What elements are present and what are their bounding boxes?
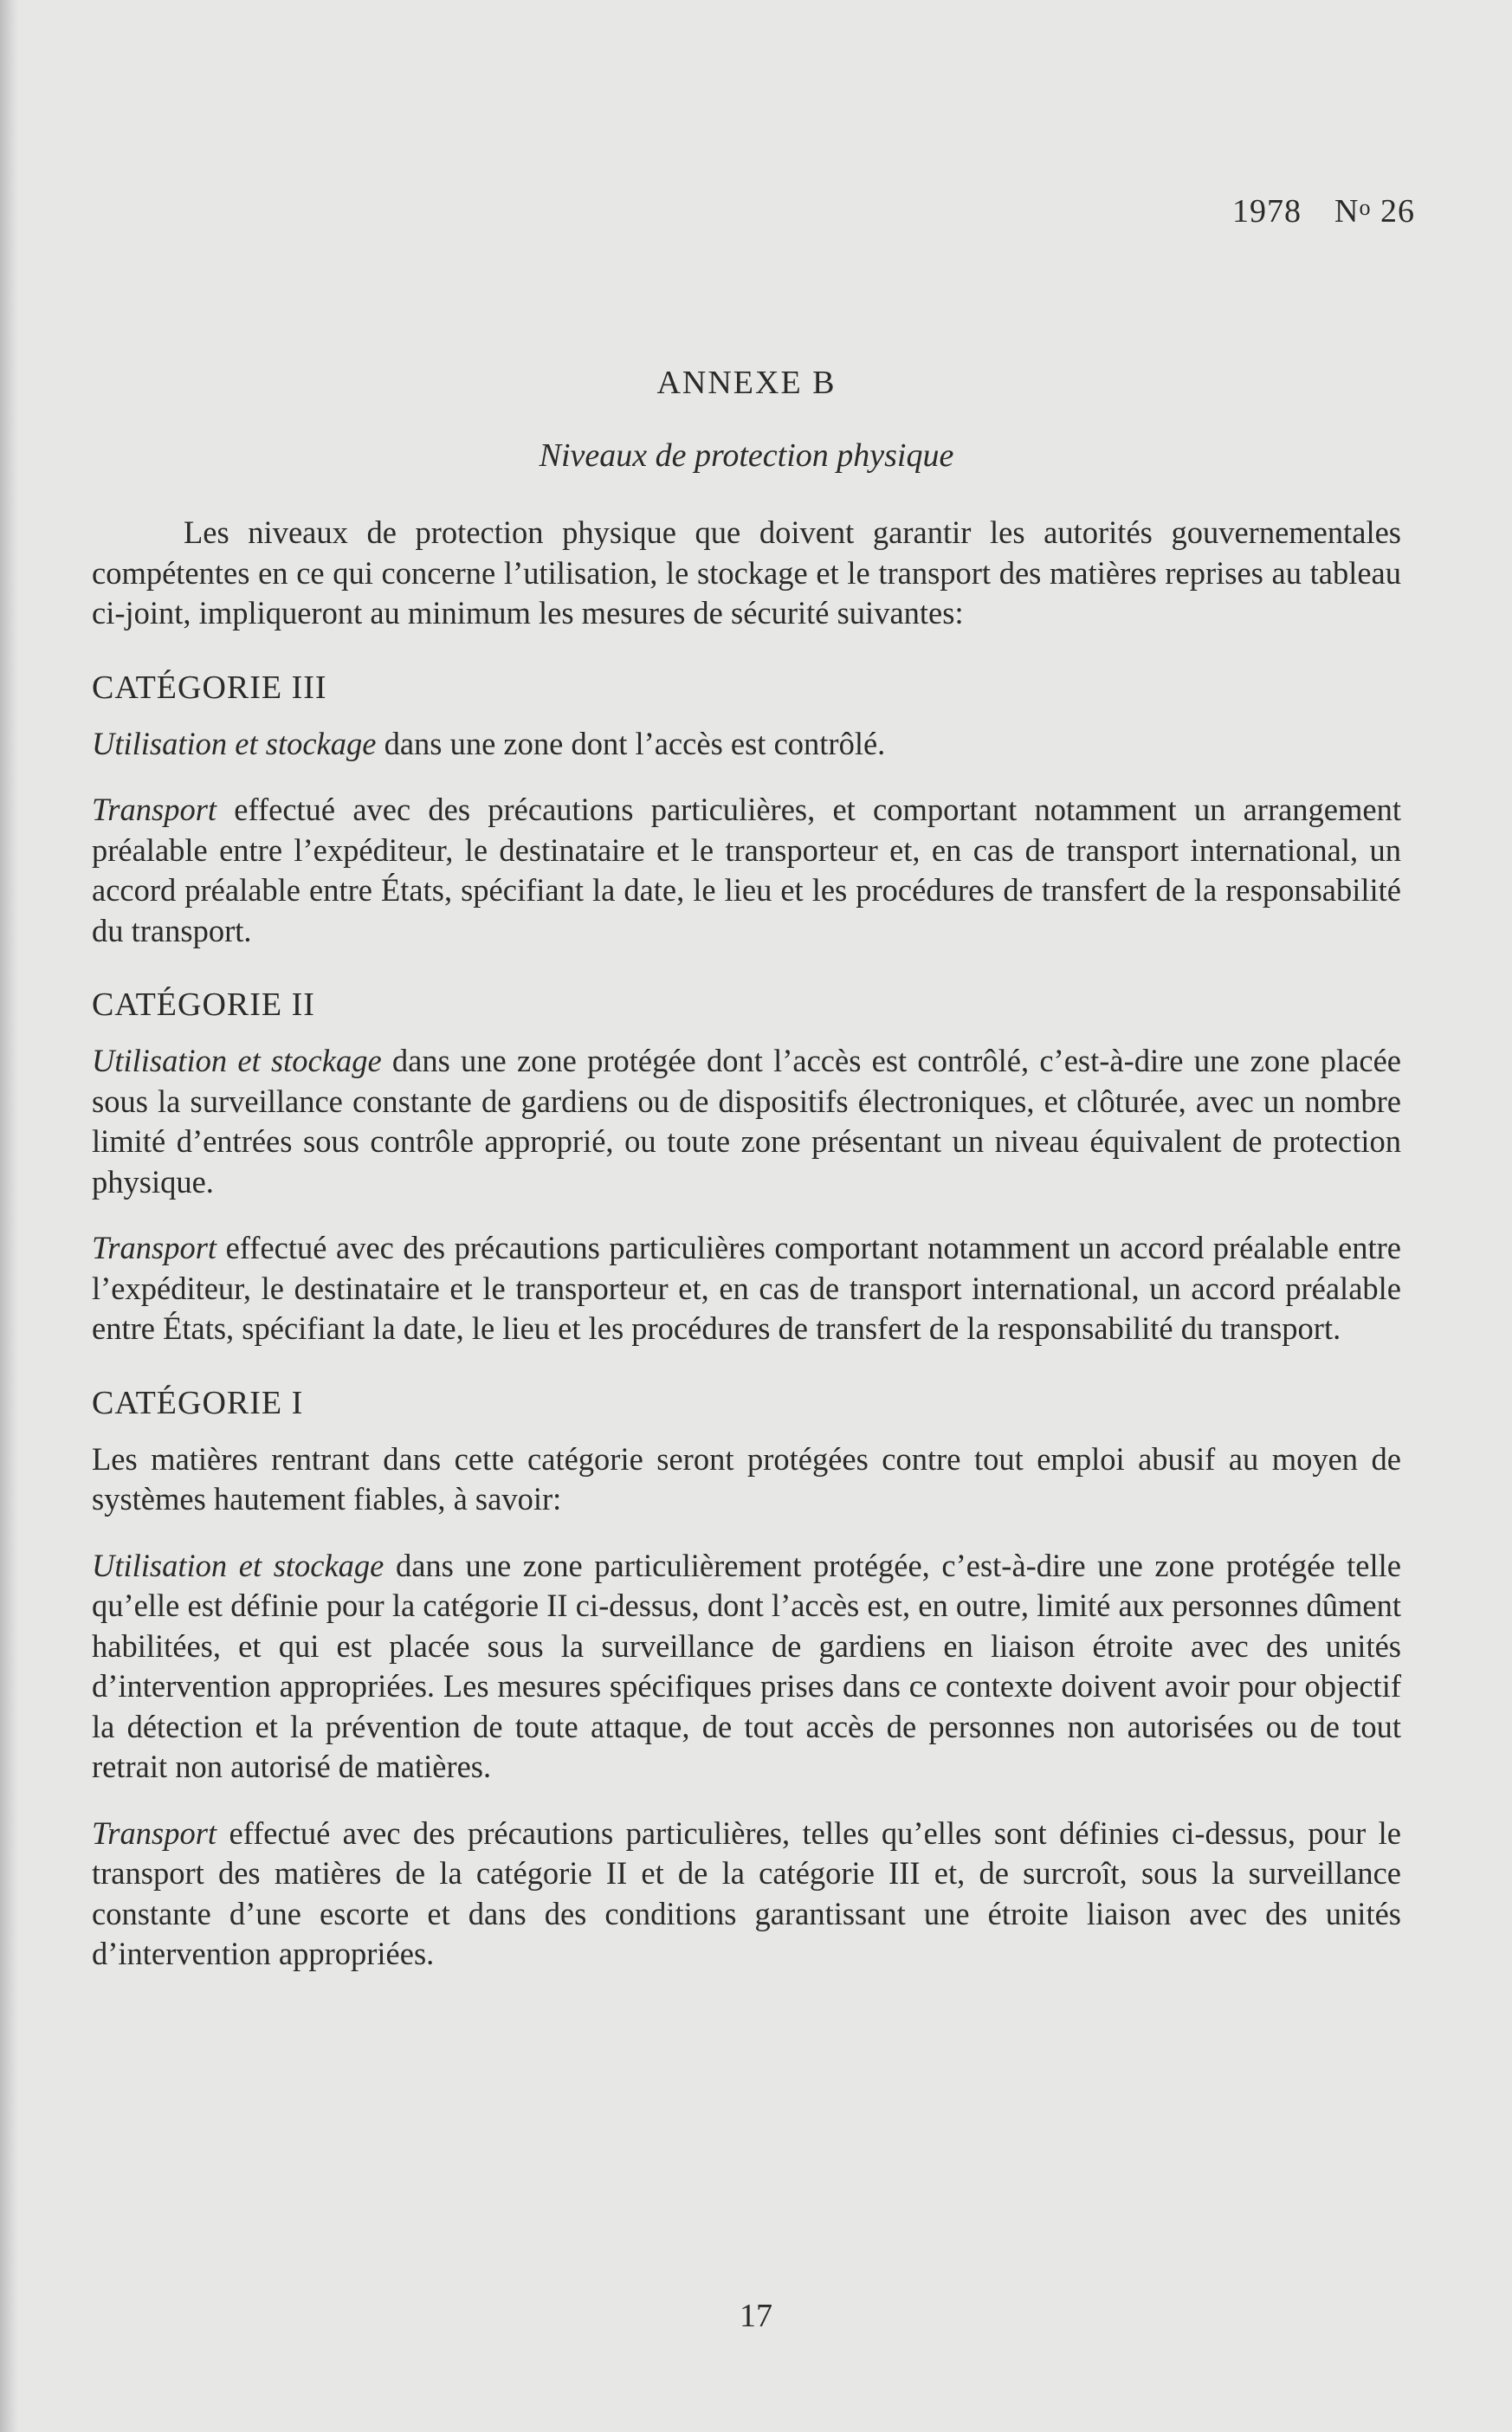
page-header bbox=[1232, 192, 1415, 230]
category-ii-use-text: dans une zone protégée dont l’accès est contrôlé, c’est-à-dire une zone placée sous la surveillance constante de gardiens ou de dispositifs électroniques, et clôturée, avec un nombre limité d’entrées sous contrôle approprié, ou toute zone présentant un niveau équivalent de protection physique. bbox=[92, 1043, 1401, 1200]
header-year: 1978 bbox=[1232, 193, 1302, 230]
category-ii-transport-paragraph bbox=[92, 1228, 1401, 1349]
category-i-intro-paragraph: Les matières rentrant dans cette catégorie seront protégées contre tout emploi abusif au moyen de systèmes hautement fiables, à savoir: bbox=[92, 1440, 1401, 1517]
category-iii-use-paragraph bbox=[92, 724, 1401, 765]
category-i-use-text: dans une zone particulièrement protégée, c’est-à-dire une zone protégée telle qu’elle est définie pour la catégorie II ci-dessus, dont l’accès est, en outre, limité aux personnes dûment habilitées, et qui est placée sous la surveillance de gardiens en liaison étroite avec des unités d’intervention appropriées. Les mesures spécifiques prises dans ce contexte doivent avoir pour objectif la détection et la prévention de toute attaque, de tout accès de personnes non autorisées ou de tout retrait non autorisé de matières. bbox=[92, 1547, 1401, 1784]
category-iii-transport-paragraph bbox=[92, 790, 1401, 951]
category-iii-heading: CATÉGORIE III bbox=[92, 669, 327, 706]
category-ii-transport-text: effectué avec des précautions particulières comportant notamment un accord préalable entre l’expéditeur, le destinataire et le transporteur et, en cas de transport international, un accord préalable entre États, spécifiant la date, le lieu et les procédures de transfert de la responsabilité du transport. bbox=[92, 1230, 1401, 1346]
category-iii-transport-lead: Transport bbox=[92, 792, 217, 827]
category-ii-use-lead: Utilisation et stockage bbox=[92, 1043, 382, 1078]
category-i-transport-text: effectué avec des précautions particulières, telles qu’elles sont définies ci-dessus, pour le transport des matières de la catégorie II et de la catégorie III et, de surcroît, sous la surveillance constante d’une escorte et dans des conditions garantissant une étroite liaison avec des unités d’intervention appropriées. bbox=[92, 1814, 1401, 1971]
category-i-use-paragraph bbox=[92, 1546, 1401, 1788]
category-i-use-lead: Utilisation et stockage bbox=[92, 1547, 384, 1583]
category-iii-use-text: dans une zone dont l’accès est contrôlé. bbox=[376, 725, 886, 761]
intro-paragraph: Les niveaux de protection physique que doivent garantir les autorités gouvernementales compétentes en ce qui concerne l’utilisation, le stockage et le transport des matières reprises au tableau ci-joint, impliqueront au minimum les mesures de sécurité suivantes: bbox=[92, 514, 1401, 631]
category-iii-transport-text: effectué avec des précautions particulières, et comportant notamment un arrangement préalable entre l’expéditeur, le destinataire et le transporteur et, en cas de transport international, un accord préalable entre États, spécifiant la date, le lieu et les procédures de transfert de la responsabilité du transport. bbox=[92, 792, 1401, 948]
category-ii-heading: CATÉGORIE II bbox=[92, 986, 315, 1023]
annex-subtitle: Niveaux de protection physique bbox=[539, 437, 954, 474]
page-number: 17 bbox=[740, 2298, 772, 2334]
document-body bbox=[92, 364, 1401, 2001]
binding-edge bbox=[0, 0, 19, 2432]
category-ii-use-paragraph bbox=[92, 1041, 1401, 1202]
annex-title: ANNEXE B bbox=[656, 365, 837, 401]
category-i-heading: CATÉGORIE I bbox=[92, 1384, 304, 1421]
category-ii-transport-lead: Transport bbox=[92, 1230, 217, 1265]
header-number-label: $N^o$ bbox=[1334, 193, 1372, 230]
category-i-transport-lead: Transport bbox=[92, 1814, 217, 1851]
category-i-transport-paragraph bbox=[92, 1814, 1401, 1975]
category-iii-use-lead: Utilisation et stockage bbox=[92, 725, 377, 761]
header-number: 26 bbox=[1380, 193, 1415, 230]
